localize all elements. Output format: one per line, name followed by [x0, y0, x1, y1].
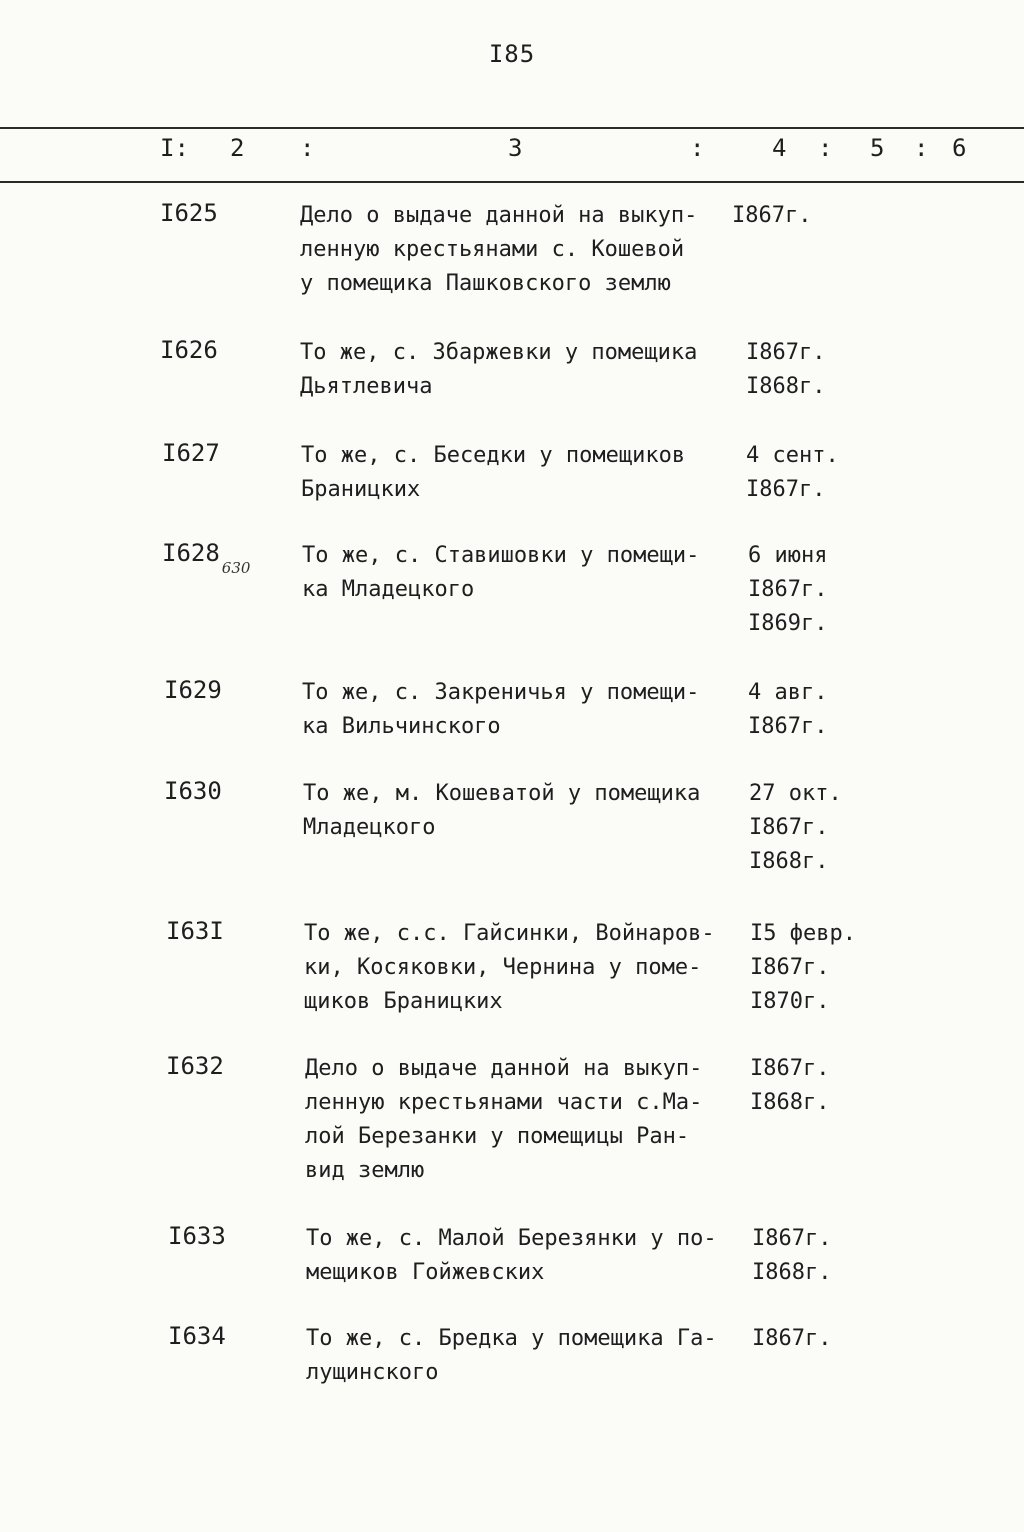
- header-rule-bottom: [0, 181, 1024, 183]
- description-line: ленную крестьянами с. Кошевой: [300, 237, 685, 262]
- description-line: у помещика Пашковского землю: [300, 271, 671, 296]
- description-line: Младецкого: [303, 815, 436, 840]
- file-dates: [748, 539, 827, 641]
- date-line: 27 окт.: [749, 781, 842, 806]
- file-number: I626: [160, 336, 218, 364]
- date-line: I5 февр.: [750, 921, 856, 946]
- description-line: То же, с. Збаржевки у помещика: [300, 340, 698, 365]
- date-line: I868г.: [749, 849, 829, 874]
- file-description: [306, 1322, 746, 1390]
- date-line: I867г.: [750, 1056, 830, 1081]
- header-rule-top: [0, 127, 1024, 129]
- file-number-text: I628: [162, 539, 220, 567]
- file-dates: [750, 1052, 829, 1120]
- date-line: I867г.: [746, 340, 826, 365]
- description-line: ки, Косяковки, Чернина у поме-: [304, 955, 702, 980]
- file-dates: [746, 336, 825, 404]
- date-line: I867г.: [749, 815, 829, 840]
- date-line: 6 июня: [748, 543, 828, 568]
- file-description: [306, 1222, 746, 1290]
- file-description: [302, 539, 742, 607]
- file-description: [300, 199, 740, 301]
- file-description: [301, 439, 741, 507]
- file-dates: [732, 199, 811, 233]
- header-col-6: 6: [952, 134, 967, 162]
- table-header: [0, 134, 1024, 174]
- description-line: То же, с. Малой Березянки у по-: [306, 1226, 717, 1251]
- description-line: Дело о выдаче данной на выкуп-: [305, 1056, 703, 1081]
- file-number: I629: [164, 676, 222, 704]
- date-line: 4 сент.: [746, 443, 839, 468]
- header-col-4: 4: [772, 134, 787, 162]
- file-number: I633: [168, 1222, 226, 1250]
- description-line: То же, с. Бредка у помещика Га-: [306, 1326, 717, 1351]
- header-separator: :: [818, 134, 833, 162]
- file-number: I63I: [166, 917, 224, 945]
- description-line: То же, с.с. Гайсинки, Войнаров-: [304, 921, 715, 946]
- description-line: То же, с. Беседки у помещиков: [301, 443, 686, 468]
- file-dates: [752, 1222, 831, 1290]
- file-description: [302, 676, 742, 744]
- date-line: 4 авг.: [748, 680, 828, 705]
- description-line: ка Вильчинского: [302, 714, 501, 739]
- file-number: I627: [162, 439, 220, 467]
- date-line: I868г.: [746, 374, 826, 399]
- description-line: вид землю: [305, 1158, 425, 1183]
- date-line: I868г.: [750, 1090, 830, 1115]
- description-line: Браницких: [301, 477, 421, 502]
- file-dates: [748, 676, 827, 744]
- date-line: I867г.: [732, 203, 812, 228]
- date-line: I867г.: [752, 1226, 832, 1251]
- header-separator: :: [690, 134, 705, 162]
- file-number: I630: [164, 777, 222, 805]
- date-line: I870г.: [750, 989, 830, 1014]
- description-line: мещиков Гойжевских: [306, 1260, 545, 1285]
- file-description: [300, 336, 740, 404]
- page-number: I85: [488, 40, 536, 68]
- description-line: То же, с. Ставишовки у помещи-: [302, 543, 700, 568]
- file-number: [162, 539, 251, 577]
- description-line: ленную крестьянами части с.Ма-: [305, 1090, 703, 1115]
- description-line: Дело о выдаче данной на выкуп-: [300, 203, 698, 228]
- file-dates: [752, 1322, 831, 1356]
- file-description: [305, 1052, 745, 1188]
- header-col-1: I:: [160, 134, 189, 162]
- header-col-5: 5: [870, 134, 885, 162]
- description-line: лущинского: [306, 1360, 439, 1385]
- description-line: То же, м. Кошеватой у помещика: [303, 781, 701, 806]
- date-line: I867г.: [750, 955, 830, 980]
- file-dates: [749, 777, 842, 879]
- header-col-2: 2: [230, 134, 245, 162]
- description-line: То же, с. Закреничья у помещи-: [302, 680, 700, 705]
- date-line: I867г.: [748, 577, 828, 602]
- file-dates: [750, 917, 856, 1019]
- file-number: I634: [168, 1322, 226, 1350]
- header-col-3: 3: [508, 134, 523, 162]
- header-separator: :: [914, 134, 929, 162]
- file-description: [304, 917, 744, 1019]
- date-line: I868г.: [752, 1260, 832, 1285]
- file-dates: [746, 439, 839, 507]
- file-number: I625: [160, 199, 218, 227]
- description-line: лой Березанки у помещицы Ран-: [305, 1124, 690, 1149]
- description-line: щиков Браницких: [304, 989, 503, 1014]
- date-line: I869г.: [748, 611, 828, 636]
- description-line: ка Младецкого: [302, 577, 475, 602]
- description-line: Дьятлевича: [300, 374, 433, 399]
- date-line: I867г.: [752, 1326, 832, 1351]
- handwritten-annotation: 630: [221, 559, 251, 577]
- header-separator: :: [300, 134, 315, 162]
- file-description: [303, 777, 743, 845]
- date-line: I867г.: [748, 714, 828, 739]
- file-number: I632: [166, 1052, 224, 1080]
- date-line: I867г.: [746, 477, 826, 502]
